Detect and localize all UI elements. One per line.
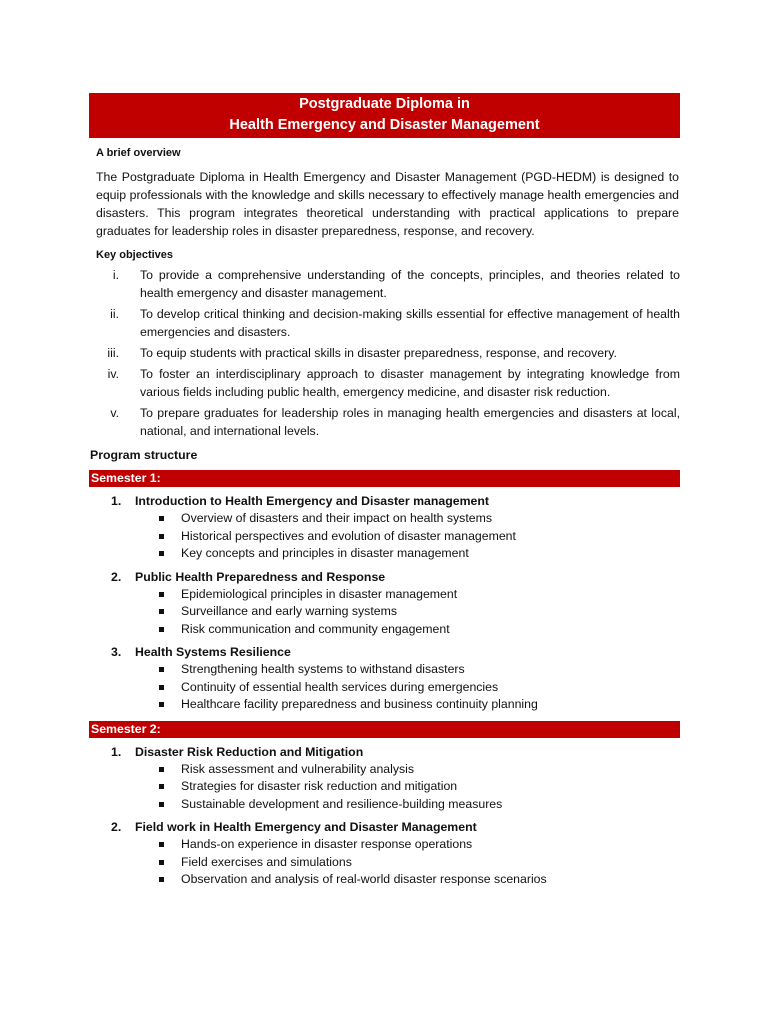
topic-item [89, 545, 680, 563]
objective-item [89, 404, 680, 440]
title-banner [89, 93, 680, 138]
course-item [89, 819, 680, 889]
square-bullet-icon [159, 842, 164, 847]
square-bullet-icon [159, 877, 164, 882]
topic-list [89, 836, 680, 889]
course-title-text: Public Health Preparedness and Response [135, 569, 386, 584]
course-title-text: Introduction to Health Emergency and Disaster management [135, 494, 489, 508]
topic-item [89, 510, 680, 528]
objective-text: To equip students with practical skills in disaster preparedness, response, and recovery. [140, 346, 617, 360]
course-number: 2. [111, 820, 122, 834]
overview-paragraph: The Postgraduate Diploma in Health Emergency and Disaster Management (PGD-HEDM) is designed to equip professionals with the knowledge and skills necessary to effectively manage health emergencies and disasters. This program integrates theoretical understanding with practical applications to prepare graduates for leadership roles in disaster preparedness, response, and recovery. [96, 170, 679, 238]
semester-2-banner: Semester 2: [89, 721, 680, 738]
title-line-1: Postgraduate Diploma in [299, 96, 470, 112]
topic-item [89, 836, 680, 854]
topic-item [89, 603, 680, 621]
topic-text: Key concepts and principles in disaster management [181, 546, 469, 560]
objective-number: i. [112, 268, 119, 282]
topic-text: Strengthening health systems to withstand disasters [181, 662, 465, 676]
topic-text: Field exercises and simulations [181, 854, 352, 869]
objective-item [89, 344, 680, 362]
topic-text: Overview of disasters and their impact on health systems [181, 511, 492, 525]
square-bullet-icon [159, 609, 164, 614]
course-number: 1. [111, 744, 122, 759]
topic-item [89, 696, 680, 714]
program-structure-heading: Program structure [90, 448, 198, 462]
topic-text: Observation and analysis of real-world disaster response scenarios [181, 872, 547, 886]
square-bullet-icon [159, 627, 164, 632]
square-bullet-icon [159, 802, 164, 807]
course-title [89, 569, 680, 586]
course-number: 1. [111, 494, 122, 508]
square-bullet-icon [159, 685, 164, 690]
square-bullet-icon [159, 767, 164, 772]
topic-item [89, 621, 680, 639]
course-title [89, 819, 680, 836]
topic-text: Surveillance and early warning systems [181, 604, 397, 618]
topic-text: Hands-on experience in disaster response operations [181, 837, 473, 851]
topic-item [89, 528, 680, 546]
topic-text: Continuity of essential health services during emergencies [181, 679, 499, 694]
square-bullet-icon [159, 860, 164, 865]
topic-text: Risk assessment and vulnerability analysis [181, 761, 415, 776]
course-item [89, 493, 680, 563]
topic-item [89, 679, 680, 697]
topic-text: Epidemiological principles in disaster management [181, 586, 458, 601]
topic-list [89, 510, 680, 563]
topic-text: Sustainable development and resilience-building measures [181, 796, 503, 811]
objective-number: v. [110, 406, 119, 420]
overview-heading: A brief overview [96, 147, 181, 159]
objective-number: iii. [107, 346, 119, 360]
course-item [89, 569, 680, 639]
topic-item [89, 586, 680, 604]
topic-text: Strategies for disaster risk reduction and mitigation [181, 779, 458, 793]
course-title-text: Health Systems Resilience [135, 645, 291, 659]
course-number: 2. [111, 569, 122, 584]
course-title [89, 644, 680, 661]
objective-item [89, 365, 680, 401]
topic-item [89, 871, 680, 889]
title-line-2: Health Emergency and Disaster Management [229, 117, 540, 133]
square-bullet-icon [159, 702, 164, 707]
square-bullet-icon [159, 592, 164, 597]
objectives-list [89, 266, 680, 440]
square-bullet-icon [159, 516, 164, 521]
course-number: 3. [111, 645, 122, 659]
topic-text: Healthcare facility preparedness and business continuity planning [181, 697, 538, 711]
topic-item [89, 778, 680, 796]
course-title [89, 493, 680, 510]
topic-list [89, 586, 680, 639]
topic-item [89, 761, 680, 779]
objective-item [89, 305, 680, 341]
topic-text: Historical perspectives and evolution of disaster management [181, 528, 516, 543]
topic-list [89, 661, 680, 714]
objective-text: To prepare graduates for leadership roles in managing health emergencies and disasters at local, national, and international levels. [140, 406, 680, 438]
course-title-text: Field work in Health Emergency and Disaster Management [135, 820, 477, 834]
square-bullet-icon [159, 534, 164, 539]
square-bullet-icon [159, 667, 164, 672]
course-item [89, 744, 680, 814]
square-bullet-icon [159, 551, 164, 556]
course-item [89, 644, 680, 714]
semester-1-banner: Semester 1: [89, 470, 680, 487]
objective-text: To provide a comprehensive understanding of the concepts, principles, and theories related to health emergency and disaster management. [140, 268, 680, 300]
objective-number: ii. [110, 307, 119, 321]
document-page [89, 93, 680, 889]
topic-item [89, 854, 680, 872]
objective-number: iv. [107, 367, 119, 381]
objective-text: To develop critical thinking and decision-making skills essential for effective management of health emergencies and disasters. [140, 307, 680, 339]
objective-text: To foster an interdisciplinary approach to disaster management by integrating knowledge from various fields including public health, emergency medicine, and disaster risk reduction. [140, 367, 680, 399]
course-title-text: Disaster Risk Reduction and Mitigation [135, 744, 364, 759]
objective-item [89, 266, 680, 302]
topic-list [89, 761, 680, 814]
topic-item [89, 796, 680, 814]
course-title [89, 744, 680, 761]
topic-text: Risk communication and community engagement [181, 621, 450, 636]
objectives-heading: Key objectives [96, 249, 174, 261]
topic-item [89, 661, 680, 679]
square-bullet-icon [159, 784, 164, 789]
